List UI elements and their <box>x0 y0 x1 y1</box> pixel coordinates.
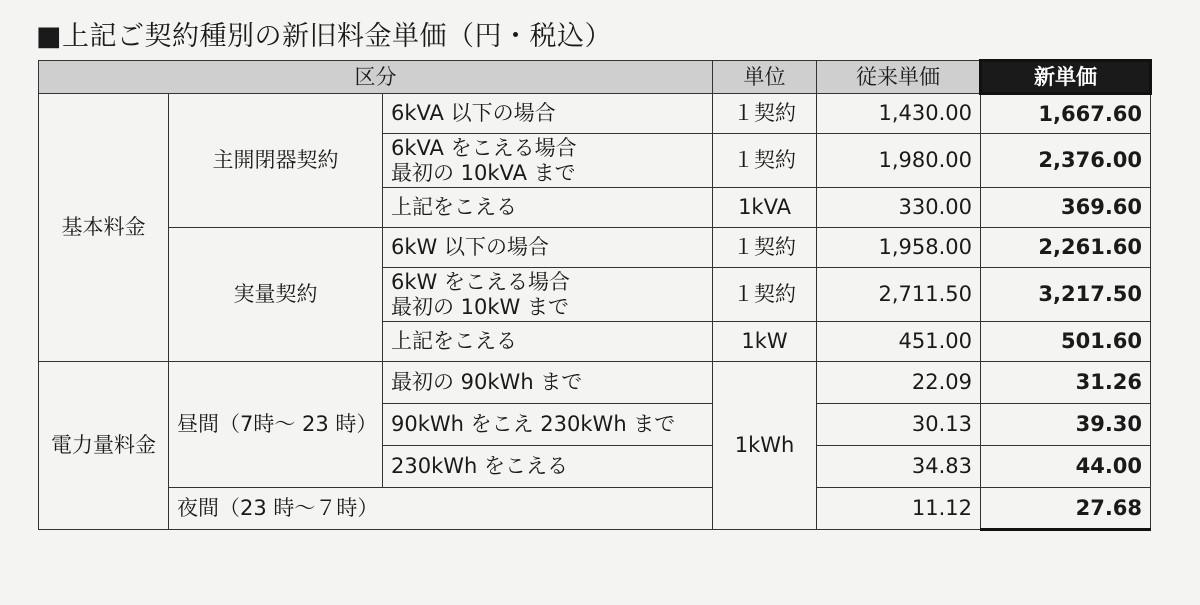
row-desc: 230kWh をこえる <box>383 446 713 488</box>
subgroup-night: 夜間（23 時～７時） <box>169 488 713 530</box>
rate-table <box>38 59 1152 531</box>
row-desc: 上記をこえる <box>383 188 713 228</box>
table-row <box>39 488 1151 530</box>
row-unit: 1kWh <box>713 362 817 530</box>
row-new-price: 39.30 <box>981 404 1151 446</box>
row-new-price: 2,376.00 <box>981 134 1151 188</box>
row-desc: 最初の 90kWh まで <box>383 362 713 404</box>
row-new-price: 1,667.60 <box>981 94 1151 134</box>
row-unit: １契約 <box>713 94 817 134</box>
row-desc <box>383 134 713 188</box>
header-old-price: 従来単価 <box>817 61 981 94</box>
row-desc <box>383 268 713 322</box>
row-desc-line: 6kW をこえる場合 <box>391 270 570 295</box>
row-old-price: 330.00 <box>817 188 981 228</box>
row-new-price: 44.00 <box>981 446 1151 488</box>
row-unit: 1kVA <box>713 188 817 228</box>
page-title: ■上記ご契約種別の新旧料金単価（円・税込） <box>36 21 613 52</box>
row-desc: 90kWh をこえ 230kWh まで <box>383 404 713 446</box>
row-old-price: 11.12 <box>817 488 981 530</box>
header-category: 区分 <box>39 61 713 94</box>
subgroup-daytime: 昼間（7時～ 23 時） <box>169 362 383 488</box>
row-desc-line: 6kVA をこえる場合 <box>391 136 577 161</box>
group-energy-charge: 電力量料金 <box>39 362 169 530</box>
row-unit: １契約 <box>713 268 817 322</box>
row-old-price: 1,980.00 <box>817 134 981 188</box>
row-new-price: 501.60 <box>981 322 1151 362</box>
table-row <box>39 228 1151 268</box>
row-old-price: 1,958.00 <box>817 228 981 268</box>
header-new-price: 新単価 <box>981 61 1151 94</box>
row-unit: １契約 <box>713 134 817 188</box>
row-desc-line: 最初の 10kW まで <box>391 294 569 319</box>
table-row <box>39 94 1151 134</box>
row-old-price: 451.00 <box>817 322 981 362</box>
row-desc: 上記をこえる <box>383 322 713 362</box>
table-header-row <box>39 61 1151 94</box>
table-row <box>39 362 1151 404</box>
row-new-price: 31.26 <box>981 362 1151 404</box>
row-desc-line: 最初の 10kVA まで <box>391 160 576 185</box>
row-old-price: 30.13 <box>817 404 981 446</box>
row-old-price: 2,711.50 <box>817 268 981 322</box>
row-unit: 1kW <box>713 322 817 362</box>
row-desc: 6kW 以下の場合 <box>383 228 713 268</box>
row-old-price: 34.83 <box>817 446 981 488</box>
row-new-price: 369.60 <box>981 188 1151 228</box>
row-new-price: 2,261.60 <box>981 228 1151 268</box>
row-new-price: 3,217.50 <box>981 268 1151 322</box>
row-new-price: 27.68 <box>981 488 1151 530</box>
group-basic-charge: 基本料金 <box>39 94 169 362</box>
row-old-price: 22.09 <box>817 362 981 404</box>
row-desc: 6kVA 以下の場合 <box>383 94 713 134</box>
subgroup-actual: 実量契約 <box>169 228 383 362</box>
row-old-price: 1,430.00 <box>817 94 981 134</box>
subgroup-main-switch: 主開閉器契約 <box>169 94 383 228</box>
header-unit: 単位 <box>713 61 817 94</box>
row-unit: １契約 <box>713 228 817 268</box>
